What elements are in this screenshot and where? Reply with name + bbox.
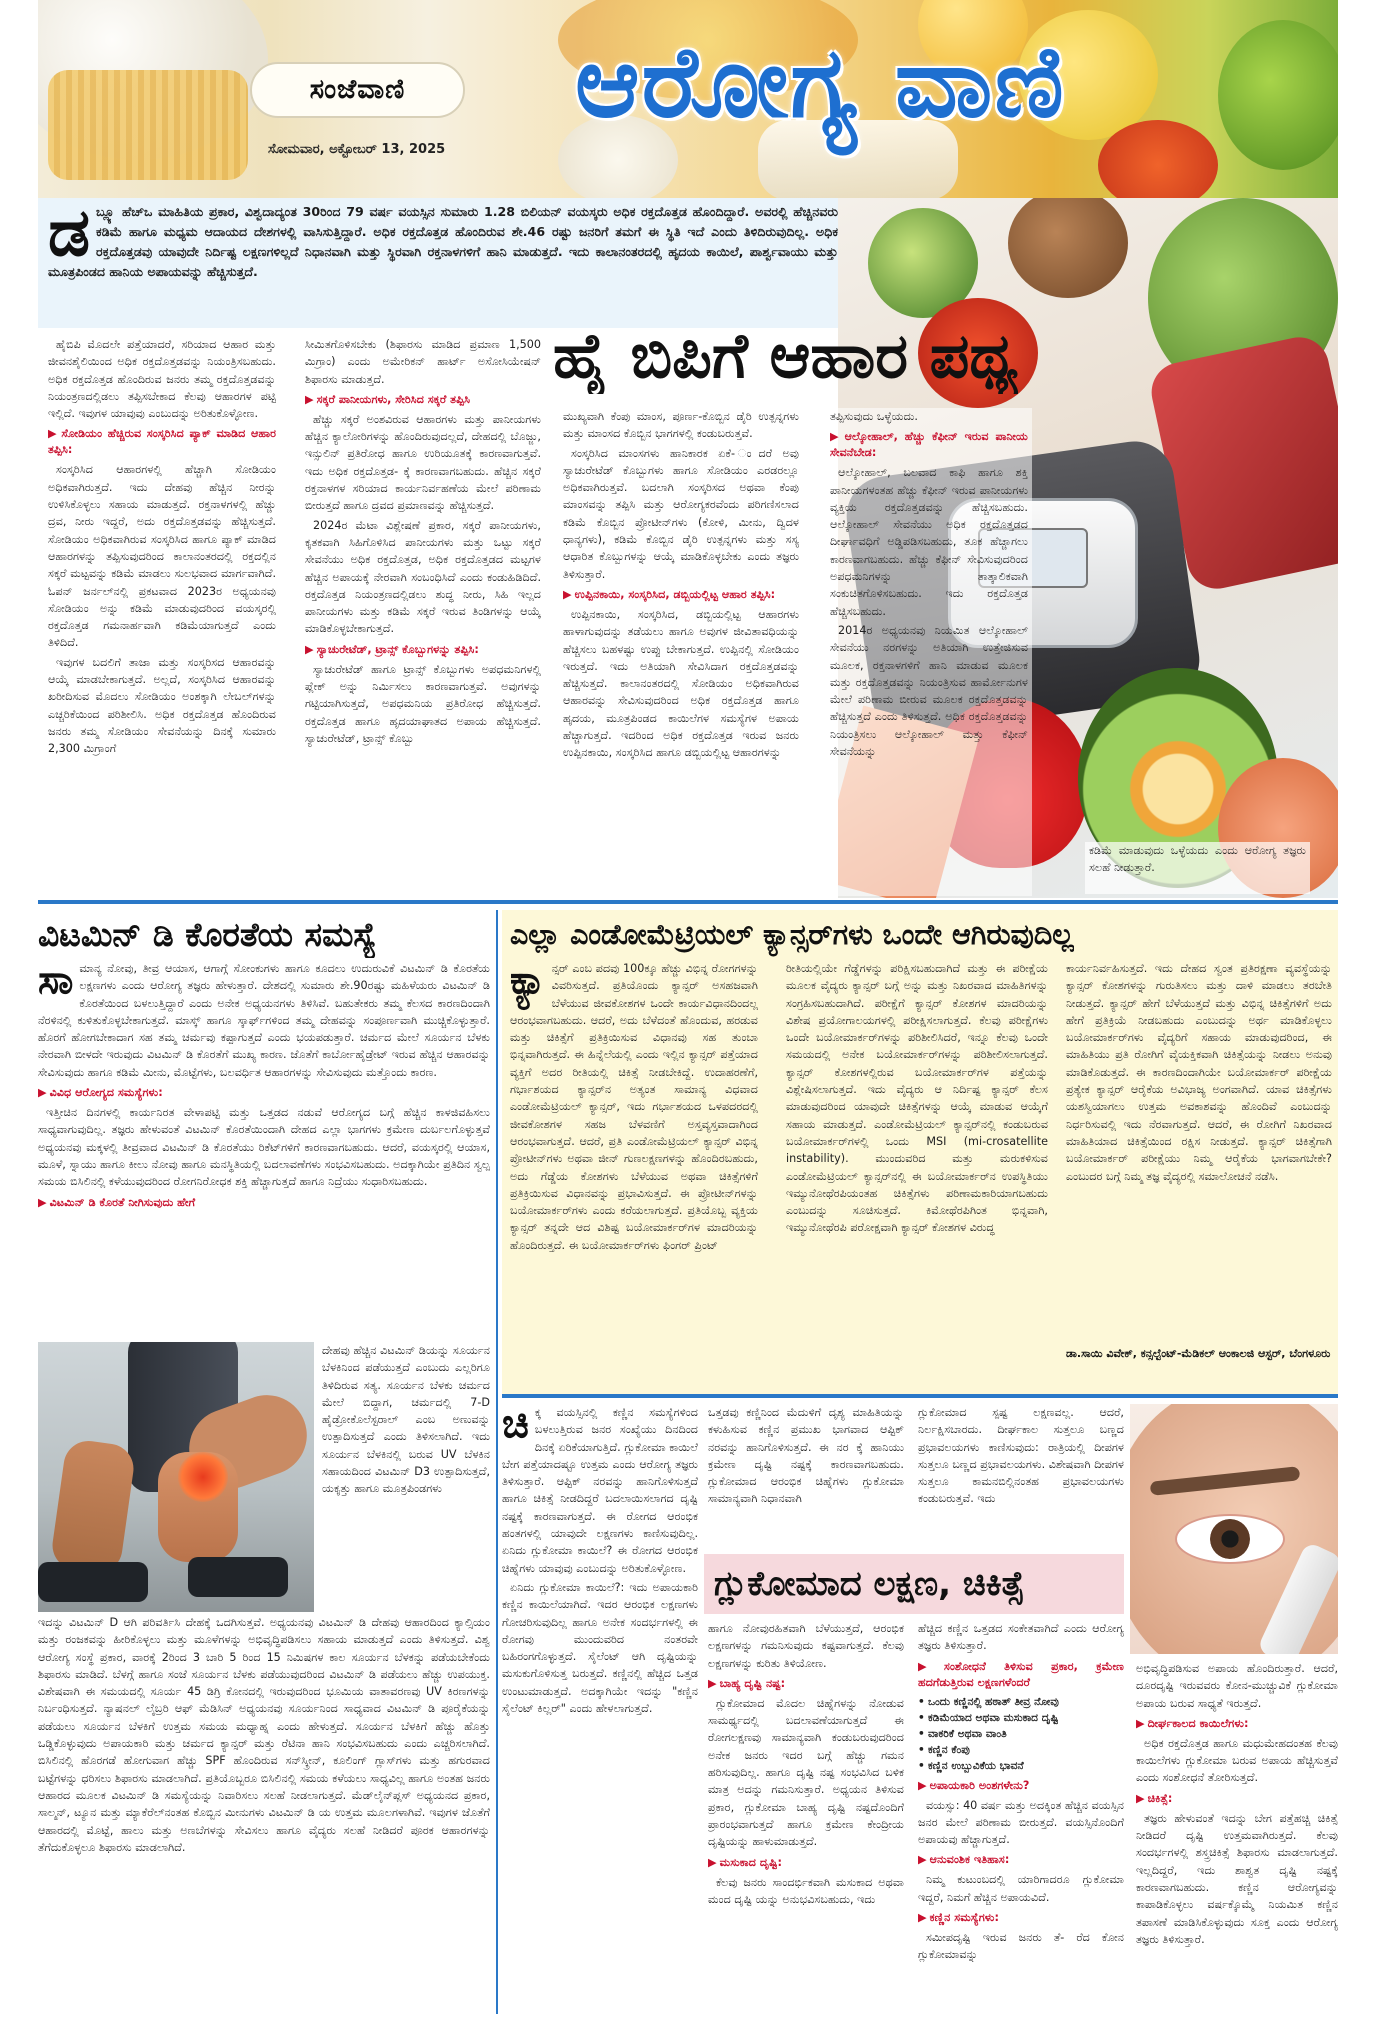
glaucoma-col4a: ಅಭಿವೃದ್ಧಿಪಡಿಸುವ ಅಪಾಯ ಹೊಂದಿರುತ್ತಾರೆ. ಆದರೆ, ದೂರದೃಷ್ಟಿ ಇರುವವರು ಕೋನ-ಮುಚ್ಚುವಿಕೆ ಗ್ಲುಕೋಮಾ ಅಪಾಯ ಬರುವ ಸಾಧ್ಯತೆ ಇರುತ್ತದೆ.	[1136, 1662, 1338, 1710]
lead-col2-p1: ಸೀಮಿತಗೊಳಿಸಬೇಕು (ಶಿಫಾರಸು ಮಾಡಿದ ಪ್ರಮಾಣ 1,500 ಮಿಗ್ರಾಂ) ಎಂದು ಅಮೇರಿಕನ್ ಹಾರ್ಟ್ ಅಸೋಸಿಯೇಷನ್ ಶಿಫಾರಸು ಮಾಡುತ್ತದೆ.	[305, 338, 541, 386]
glaucoma-col2b: ಹಾಗೂ ನೋವುರಹಿತವಾಗಿ ಬೆಳೆಯುತ್ತದೆ, ಆರಂಭಿಕ ಲಕ್ಷಣಗಳನ್ನು ಗಮನಿಸುವುದು ಕಷ್ಟವಾಗುತ್ತದೆ. ಕೆಲವು ಲಕ್ಷಣಗಳನ್ನು ಕುರಿತು ತಿಳಿಯೋಣ.	[708, 1622, 904, 1670]
lead-col1-sub1: ▶ ಸೋಡಿಯಂ ಹೆಚ್ಚಿರುವ ಸಂಸ್ಕರಿಸಿದ ಪ್ಯಾಕ್ ಮಾಡಿದ ಆಹಾರ ತಪ್ಪಿಸಿ:	[48, 427, 276, 457]
glaucoma-symptom-list	[918, 1694, 1124, 1774]
glaucoma-sub-b-text: ಮಸುಕಾದ ದೃಷ್ಟಿ:	[719, 1855, 782, 1869]
lead-col2-sub1-text: ಸಕ್ಕರೆ ಪಾನೀಯಗಳು, ಸೇರಿಸಿದ ಸಕ್ಕರೆ ತಪ್ಪಿಸಿ	[316, 392, 471, 406]
endometrial-headline: ಎಲ್ಲಾ ಎಂಡೋಮೆಟ್ರಿಯಲ್ ಕ್ಯಾನ್ಸರ್‌ಗಳು ಒಂದೇ ಆಗಿರುವುದಿಲ್ಲ	[510, 918, 1075, 951]
lead-col-2	[305, 336, 541, 896]
glaucoma-col2c: ಗ್ಲುಕೋಮಾದ ಮೊದಲ ಚಿಹ್ನೆಗಳನ್ನು ನೋಡುವ ಸಾಮರ್ಥ್ಯದಲ್ಲಿ ಬದಲಾವಣೆಯಾಗುತ್ತದೆ ಈ ರೋಗಲಕ್ಷಣವು ಸಾಮಾನ್ಯವಾಗಿ ಕಂಡುಬರುವುದರಿಂದ ಅನೇಕ ಜನರು ಇದರ ಬಗ್ಗೆ ಹೆಚ್ಚು ಗಮನ ಹರಿಸುವುದಿಲ್ಲ. ಹಾಗೂ ದೃಷ್ಟಿ ನಷ್ಟ ಸಂಭವಿಸಿದ ಬಳಿಕ ಮಾತ್ರ ಅದನ್ನು ಗಮನಿಸುತ್ತಾರೆ. ಅಧ್ಯಯನ ತಿಳಿಸುವ ಪ್ರಕಾರ, ಗ್ಲುಕೋಮಾ ಬಾಹ್ಯ ದೃಷ್ಟಿ ನಷ್ಟದೊಂದಿಗೆ ಪ್ರಾರಂಭವಾಗುತ್ತದೆ ಹಾಗೂ ಕ್ರಮೇಣ ಕೇಂದ್ರೀಯ ದೃಷ್ಟಿಯನ್ನು ಹಾಳುಮಾಡುತ್ತದೆ.	[708, 1696, 904, 1849]
lead-col3-p2: ಸಂಸ್ಕರಿಸಿದ ಮಾಂಸಗಳು ಹಾನಿಕಾರಕ ಏಕೆ- ಂದರೆ ಅವು ಸ್ಯಾಚುರೇಟೆಡ್ ಕೊಬ್ಬುಗಳು ಹಾಗೂ ಸೋಡಿಯಂ ಎರಡರಲ್ಲೂ ಅಧಿಕವಾಗಿರುತ್ತವೆ. ಬದಲಾಗಿ ಸಂಸ್ಕರಿಸದ ಅಥವಾ ಕೆಂಪು ಮಾಂಸವನ್ನು ತಪ್ಪಿಸಿ ಮತ್ತು ಆರೋಗ್ಯಕರವೆಂದು ಪರಿಗಣಿಸಲಾದ ಕಡಿಮೆ ಕೊಬ್ಬಿನ ಪ್ರೋಟೀನ್‌ಗಳು (ಕೋಳಿ, ಮೀನು, ದ್ವಿದಳ ಧಾನ್ಯಗಳು), ಕಡಿಮೆ ಕೊಬ್ಬಿನ ಡೈರಿ ಉತ್ಪನ್ನಗಳು ಮತ್ತು ಸಸ್ಯ ಆಧಾರಿತ ಕೊಬ್ಬುಗಳನ್ನು ಆಯ್ಕೆ ಮಾಡಿಕೊಳ್ಳಬೇಕು ಎಂದು ತಜ್ಞರು ತಿಳಿಸುತ್ತಾರೆ.	[563, 446, 799, 581]
lead-col4-sub1: ▶ ಆಲ್ಕೋಹಾಲ್, ಹೆಚ್ಚು ಕೆಫೀನ್ ಇರುವ ಪಾನೀಯ ಸೇವನೆಬೇಡ:	[830, 430, 1028, 460]
list-item: • ವಾಕರಿಕೆ ಅಥವಾ ವಾಂತಿ	[918, 1726, 1124, 1742]
glaucoma-col-2	[708, 1620, 904, 2014]
lead-headline: ಹೈ ಬಿಪಿಗೆ ಆಹಾರ ಪಥ್ಯ	[553, 319, 1018, 392]
glaucoma-col4c: ತಜ್ಞರು ಹೇಳುವಂತೆ ಇದನ್ನು ಬೇಗ ಪತ್ತೆಹಚ್ಚಿ ಚಿಕಿತ್ಸೆ ನೀಡಿದರೆ ದೃಷ್ಟಿ ಉತ್ತಮವಾಗಿರುತ್ತದೆ. ಕೆಲವು ಸಂದರ್ಭಗಳಲ್ಲಿ ಶಸ್ತ್ರಚಿಕಿತ್ಸೆ ಶಿಫಾರಸು ಮಾಡಲಾಗುತ್ತದೆ. ಇಲ್ಲದಿದ್ದರೆ, ಇದು ಶಾಶ್ವತ ದೃಷ್ಟಿ ನಷ್ಟಕ್ಕೆ ಕಾರಣವಾಗಬಹುದು. ಕಣ್ಣಿನ ಆರೋಗ್ಯವನ್ನು ಕಾಪಾಡಿಕೊಳ್ಳಲು ವರ್ಷಕ್ಕೊಮ್ಮೆ ನಿಯಮಿತ ಕಣ್ಣಿನ ತಪಾಸಣೆ ಮಾಡಿಸಿಕೊಳ್ಳುವುದು ಸೂಕ್ತ ಎಂದು ಆರೋಗ್ಯ ತಜ್ಞರು ತಿಳಿಸುತ್ತಾರೆ.	[1136, 1811, 1338, 1946]
lead-col-1	[48, 336, 276, 896]
vitamin-d-dropcap: ಸಾ	[38, 960, 74, 1003]
glaucoma-sub-b: ▶ ಮಸುಕಾದ ದೃಷ್ಟಿ:	[708, 1855, 782, 1869]
lead-col3-p1: ಮುಖ್ಯವಾಗಿ ಕೆಂಪು ಮಾಂಸ, ಪೂರ್ಣ-ಕೊಬ್ಬಿನ ಡೈರಿ ಉತ್ಪನ್ನಗಳು ಮತ್ತು ಮಾಂಸದ ಕೊಬ್ಬಿನ ಭಾಗಗಳಲ್ಲಿ ಕಂಡುಬರುತ್ತವೆ.	[563, 410, 799, 441]
endometrial-bottom-rule	[502, 1394, 1338, 1398]
lead-col2-p4: ಸ್ಯಾಚುರೇಟೆಡ್ ಹಾಗೂ ಟ್ರಾನ್ಸ್ ಕೊಬ್ಬುಗಳು ಅಪಧಮನಿಗಳಲ್ಲಿ ಪ್ಲೇಕ್ ಅನ್ನು ನಿರ್ಮಿಸಲು ಕಾರಣವಾಗುತ್ತವೆ. ಅವುಗಳನ್ನು ಗಟ್ಟಿಯಾಗಿಸುತ್ತದೆ, ಅಪಧಮನಿಯ ಪ್ರತಿರೋಧ ಹೆಚ್ಚಿಸುತ್ತದೆ. ರಕ್ತದೊತ್ತಡ ಹಾಗೂ ಹೃದಯಾಘಾತದ ಅಪಾಯ ಹೆಚ್ಚಿಸುತ್ತದೆ. ಸ್ಯಾಚುರೇಟೆಡ್, ಟ್ರಾನ್ಸ್ ಕೊಬ್ಬು	[305, 662, 541, 745]
vitamin-d-sub1: ▶ ವಿವಿಧ ಆರೋಗ್ಯದ ಸಮಸ್ಯೆಗಳು:	[38, 1086, 163, 1100]
lead-col4-p1: ತಪ್ಪಿಸುವುದು ಒಳ್ಳೆಯದು.	[830, 410, 918, 423]
glaucoma-sub-e-text: ಆನುವಂಶಿಕ ಇತಿಹಾಸ:	[929, 1853, 1010, 1867]
eye-drop-photo	[1130, 1404, 1338, 1654]
glaucoma-col3-top: ಗ್ಲುಕೋಮಾದ ಸ್ಪಷ್ಟ ಲಕ್ಷಣವಲ್ಲ. ಆದರೆ, ನಿರ್ಲಕ್ಷಿಸಬಾರದು. ದೀರ್ಘಕಾಲ ಸುತ್ತಲೂ ಬಣ್ಣದ ಪ್ರಭಾವಲಯಗಳು ಕಾಣಿಸುವುದು: ರಾತ್ರಿಯಲ್ಲಿ ದೀಪಗಳ ಸುತ್ತಲೂ ಬಣ್ಣದ ಪ್ರಭಾವಲಯಗಳು. ವಿಶೇಷವಾಗಿ ದೀಪಗಳ ಸುತ್ತಲೂ ಕಾಮನಬಿಲ್ಲಿನಂತಹ ಪ್ರಭಾವಲಯಗಳು ಕಂಡುಬರುತ್ತವೆ. ಇದು	[918, 1406, 1124, 1506]
lead-col2-sub2-text: ಸ್ಯಾಚುರೇಟೆಡ್, ಟ್ರಾನ್ಸ್ ಕೊಬ್ಬುಗಳನ್ನು ತಪ್ಪಿಸಿ:	[316, 642, 479, 656]
vitamin-d-sub1-text: ವಿವಿಧ ಆರೋಗ್ಯದ ಸಮಸ್ಯೆಗಳು:	[49, 1086, 163, 1100]
glaucoma-col1a: ಕ್ಕ ವಯಸ್ಸಿನಲ್ಲಿ ಕಣ್ಣಿನ ಸಮಸ್ಯೆಗಳಿಂದ ಬಳಲುತ್ತಿರುವ ಜನರ ಸಂಖ್ಯೆಯು ದಿನದಿಂದ ದಿನಕ್ಕೆ ಏರಿಕೆಯಾಗುತ್ತಿದೆ. ಗ್ಲುಕೋಮಾ ಕಾಯಿಲೆ ಬೇಗ ಪತ್ತೆಯಾದಷ್ಟೂ ಉತ್ತಮ ಎಂದು ಆರೋಗ್ಯ ತಜ್ಞರು ತಿಳಿಸುತ್ತಾರೆ. ಆಪ್ಟಿಕ್ ನರವನ್ನು ಹಾನಿಗೊಳಿಸುತ್ತದೆ ಹಾಗೂ ಚಿಕಿತ್ಸೆ ನೀಡದಿದ್ದರೆ ಬದಲಾಯಿಸಲಾಗದ ದೃಷ್ಟಿ ನಷ್ಟಕ್ಕೆ ಕಾರಣವಾಗುತ್ತದೆ. ಈ ರೋಗದ ಆರಂಭಿಕ ಹಂತಗಳಲ್ಲಿ ಯಾವುದೇ ಲಕ್ಷಣಗಳು ಕಾಣಿಸುವುದಿಲ್ಲ. ಏನಿದು ಗ್ಲುಕೋಮಾ ಕಾಯಿಲೆ? ಈ ರೋಗದ ಆರಂಭಿಕ ಚಿಹ್ನೆಗಳು ಯಾವುವು ಎಂಬುದನ್ನು ಅರಿತುಕೊಳ್ಳೋಣ.	[502, 1406, 698, 1575]
glaucoma-sub-d-text: ಅಪಾಯಕಾರಿ ಅಂಶಗಳೇನು?	[929, 1778, 1030, 1792]
lead-col2-p3: 2024ರ ಮೆಟಾ ವಿಶ್ಲೇಷಣೆ ಪ್ರಕಾರ, ಸಕ್ಕರೆ ಪಾನೀಯಗಳು, ಕೃತಕವಾಗಿ ಸಿಹಿಗೊಳಿಸಿದ ಪಾನೀಯಗಳು ಮತ್ತು ಒಟ್ಟು ಸಕ್ಕರೆ ಸೇವನೆಯು ಅಧಿಕ ರಕ್ತದೊತ್ತಡ, ಅಧಿಕ ರಕ್ತದೊತ್ತಡದ ಮಟ್ಟಗಳ ಹೆಚ್ಚಿನ ಅಪಾಯಕ್ಕೆ ನೇರವಾಗಿ ಸಂಬಂಧಿಸಿದೆ ಎಂದು ಕಂಡುಹಿಡಿದಿದೆ. ರಕ್ತದೊತ್ತಡ ನಿಯಂತ್ರಣದಲ್ಲಿಡಲು ಶುದ್ಧ ನೀರು, ಸಿಹಿ ಇಲ್ಲದ ಪಾನೀಯಗಳು ಮತ್ತು ಕಡಿಮೆ ಸಕ್ಕರೆ ಇರುವ ತಿಂಡಿಗಳನ್ನು ಆಯ್ಕೆ ಮಾಡಿಕೊಳ್ಳಬೇಕಾಗುತ್ತದೆ.	[305, 518, 541, 636]
lead-col1-p1: ಹೈಬಿಪಿ ಮೊದಲೇ ಪತ್ತೆಯಾದರೆ, ಸರಿಯಾದ ಆಹಾರ ಮತ್ತು ಜೀವನಶೈಲಿಯಿಂದ ಅಧಿಕ ರಕ್ತದೊತ್ತಡವನ್ನು ನಿಯಂತ್ರಿಸಬಹುದು. ಅಧಿಕ ರಕ್ತದೊತ್ತಡ ಹೊಂದಿರುವ ಜನರು ತಮ್ಮ ರಕ್ತದೊತ್ತಡವನ್ನು ನಿಯಂತ್ರಣದಲ್ಲಿಡಲು ತಪ್ಪಿಸಬೇಕಾದ ಕೆಲವು ಆಹಾರಗಳ ಪಟ್ಟಿ ಇಲ್ಲಿದೆ. ಇವುಗಳ ಯಾವುವು ಎಂಬುದನ್ನು ಅರಿತುಕೊಳ್ಳೋಣ.	[48, 338, 276, 421]
lead-col1-p2: ಸಂಸ್ಕರಿಸಿದ ಆಹಾರಗಳಲ್ಲಿ ಹೆಚ್ಚಾಗಿ ಸೋಡಿಯಂ ಅಧಿಕವಾಗಿರುತ್ತದೆ. ಇದು ದೇಹವು ಹೆಚ್ಚಿನ ನೀರನ್ನು ಉಳಿಸಿಕೊಳ್ಳಲು ಸಹಾಯ ಮಾಡುತ್ತದೆ. ರಕ್ತನಾಳಗಳಲ್ಲಿ ಹೆಚ್ಚು ದ್ರವ, ನೀರು ಇದ್ದರೆ, ಅದು ರಕ್ತದೊತ್ತಡವನ್ನು ಹೆಚ್ಚಿಸುತ್ತದೆ. ಸೋಡಿಯಂ ಅಧಿಕವಾಗಿರುವ ಸಂಸ್ಕರಿಸಿದ ಹಾಗೂ ಪ್ಯಾಕ್ ಮಾಡಿದ ಆಹಾರಗಳನ್ನು ತಪ್ಪಿಸುವುದರಿಂದ ಕಾಲಾನಂತರದಲ್ಲಿ ರಕ್ತದಲ್ಲಿನ ಸಕ್ಕರೆ ಮಟ್ಟವನ್ನು ಕಡಿಮೆ ಮಾಡಲು ಸುಲಭವಾದ ಮಾರ್ಗವಾಗಿದೆ. ಓಪನ್ ಜರ್ನಲ್‌ನಲ್ಲಿ ಪ್ರಕಟವಾದ 2023ರ ಅಧ್ಯಯನವು ಸೋಡಿಯಂ ಅನ್ನು ಕಡಿಮೆ ಮಾಡುವುದರಿಂದ ವಯಸ್ಕರಲ್ಲಿ ರಕ್ತದೊತ್ತಡ ಗಮನಾರ್ಹವಾಗಿ ಕಡಿಮೆಯಾಗುತ್ತದೆ ಎಂದು ತಿಳಿದಿದೆ.	[48, 463, 276, 650]
glaucoma-col2-top: ಒತ್ತಡವು ಕಣ್ಣಿನಿಂದ ಮೆದುಳಿಗೆ ದೃಶ್ಯ ಮಾಹಿತಿಯನ್ನು ಕಳುಹಿಸುವ ಕಣ್ಣಿನ ಪ್ರಮುಖ ಭಾಗವಾದ ಆಪ್ಟಿಕ್ ನರವನ್ನು ಹಾನಿಗೊಳಿಸುತ್ತದೆ. ಈ ನರ ಕ್ಕೆ ಹಾನಿಯು ಕ್ರಮೇಣ ದೃಷ್ಟಿ ನಷ್ಟಕ್ಕೆ ಕಾರಣವಾಗಬಹುದು. ಗ್ಲುಕೋಮಾದ ಆರಂಭಿಕ ಚಿಹ್ನೆಗಳು ಗ್ಲುಕೋಮಾ ಸಾಮಾನ್ಯವಾಗಿ ನಿಧಾನವಾಗಿ	[708, 1406, 904, 1506]
lead-col2-p2: ಹೆಚ್ಚು ಸಕ್ಕರೆ ಅಂಶವಿರುವ ಆಹಾರಗಳು ಮತ್ತು ಪಾನೀಯಗಳು ಹೆಚ್ಚಿನ ಕ್ಯಾಲೋರಿಗಳನ್ನು ಹೊಂದಿರುವುದಲ್ಲದೆ, ದೇಹದಲ್ಲಿ ಬೊಜ್ಜು, ಇನ್ಸುಲಿನ್ ಪ್ರತಿರೋಧ ಹಾಗೂ ಉರಿಯೂತಕ್ಕೆ ಕಾರಣವಾಗುತ್ತವೆ. ಇದು ಅಧಿಕ ರಕ್ತದೊತ್ತಡ- ಕ್ಕೆ ಕಾರಣವಾಗಬಹುದು. ಹೆಚ್ಚಿನ ಸಕ್ಕರೆ ರಕ್ತನಾಳಗಳ ಸರಿಯಾದ ಕಾರ್ಯನಿರ್ವಹಣೆಯ ಮೇಲೆ ಪರಿಣಾಮ ಬೀರುತ್ತದೆ ಹಾಗೂ ದ್ರವದ ಪ್ರಮಾಣವನ್ನು ಹೆಚ್ಚಿಸುತ್ತದೆ.	[305, 412, 541, 513]
endometrial-col1-text: ನ್ಸರ್ ಎಂಬ ಪದವು 100ಕ್ಕೂ ಹೆಚ್ಚು ವಿಭಿನ್ನ ರೋಗಗಳನ್ನು ವಿವರಿಸುತ್ತದೆ. ಪ್ರತಿಯೊಂದು ಕ್ಯಾನ್ಸರ್ ಅಸಹಜವಾಗಿ ಬೆಳೆಯುವ ಜೀವಕೋಶಗಳ ಒಂದೇ ಕಾರ್ಯವಿಧಾನದಿಂದಲ್ಲ ಆರಂಭವಾಗಬಹುದು. ಆದರೆ, ಅದು ಬೆಳೆದಂತೆ ಹೊಂದುವ, ಹರಡುವ ಮತ್ತು ಚಿಕಿತ್ಸೆಗೆ ಪ್ರತಿಕ್ರಿಯಿಸುವ ವಿಧಾನವು ಸಹ ತುಂಬಾ ಭಿನ್ನವಾಗಿರುತ್ತದೆ. ಈ ಹಿನ್ನೆಲೆಯಲ್ಲಿ ಎಂದು ಇಲ್ಲಿನ ಕ್ಯಾನ್ಸರ್ ಪತ್ತೆಯಾದ ವ್ಯಕ್ತಿಗೆ ಅದರ ರೀತಿಯಲ್ಲಿ ಚಿಕಿತ್ಸೆ ನೀಡಬೇಕಿದ್ದೆ. ಉದಾಹರಣೆಗೆ, ಗರ್ಭಾಶಯದ ಕ್ಯಾನ್ಸರ್‌ನ ಅತ್ಯಂತ ಸಾಮಾನ್ಯ ವಿಧವಾದ ಎಂಡೋಮೆಟ್ರಿಯಲ್ ಕ್ಯಾನ್ಸರ್, ಇದು ಗರ್ಭಾಶಯದ ಒಳಪದರದಲ್ಲಿ ಜೀವಕೋಶಗಳ ಸಹಜ ಬೆಳವಣಿಗೆ ಅಸ್ತವ್ಯಸ್ತವಾದಾಗಿಂದ ಆರಂಭವಾಗುತ್ತದೆ. ಆದರೆ, ಪ್ರತಿ ಎಂಡೋಮೆಟ್ರಿಯಲ್ ಕ್ಯಾನ್ಸರ್ ವಿಭಿನ್ನ ಪ್ರೋಟೀನ್‌ಗಳು ಅಥವಾ ಜೀನ್ ಗುಣಲಕ್ಷಣಗಳನ್ನು ಹೊಂದಿರಬಹುದು, ಅದು ಗೆಡ್ಡೆಯ ಕೋಶಗಳು ಬೆಳೆಯುವ ಅಥವಾ ಚಿಕಿತ್ಸೆಗಳಿಗೆ ಪ್ರತಿಕ್ರಿಯಿಸುವ ವಿಧಾನವನ್ನು ಪ್ರಭಾವಿಸುತ್ತದೆ. ಈ ಪ್ರೋಟೀನ್‌ಗಳನ್ನು ಬಯೋಮಾರ್ಕರ್‌ಗಳು ಎಂದು ಕರೆಯಲಾಗುತ್ತದೆ. ಪ್ರತಿಯೊಬ್ಬ ವ್ಯಕ್ತಿಯ ಕ್ಯಾನ್ಸರ್ ತನ್ನದೇ ಆದ ವಿಶಿಷ್ಟ ಬಯೋಮಾರ್ಕರ್‌ಗಳ ಮಾದರಿಯನ್ನು ಹೊಂದಿರುತ್ತದೆ. ಈ ಬಯೋಮಾರ್ಕರ್‌ಗಳು ಫಿಂಗರ್ ಪ್ರಿಂಟ್	[510, 962, 758, 1252]
endometrial-dropcap: ಕ್ಯಾ	[510, 960, 546, 1002]
vitamin-d-side-text: ದೇಹವು ಹೆಚ್ಚಿನ ವಿಟಮಿನ್ ಡಿಯನ್ನು ಸೂರ್ಯನ ಬೆಳಕಿನಿಂದ ಪಡೆಯುತ್ತದೆ ಎಂಬುದು ಎಲ್ಲರಿಗೂ ತಿಳಿದಿರುವ ಸತ್ಯ. ಸೂರ್ಯನ ಬೆಳಕು ಚರ್ಮದ ಮೇಲೆ ಬಿದ್ದಾಗ, ಚರ್ಮದಲ್ಲಿ 7-D ಹೈಡ್ರೋಕೊಲೆಸ್ಟರಾಲ್ ಎಂಬ ಅಣುವನ್ನು ಉತ್ಪಾದಿಸುತ್ತದೆ ಎಂದು ತಿಳಿಸಲಾಗಿದೆ. ಇದು ಸೂರ್ಯನ ಬೆಳಕಿನಲ್ಲಿ ಬರುವ UV ಬೆಳಕಿನ ಸಹಾಯದಿಂದ ವಿಟಮಿನ್ D3 ಉತ್ಪಾದಿಸುತ್ತದೆ, ಯಕೃತ್ತು ಹಾಗೂ ಮೂತ್ರಪಿಂಡಗಳು	[322, 1344, 490, 1496]
list-item: • ಕಣ್ಣಿನ ಕೆಂಪು	[918, 1742, 1124, 1758]
glaucoma-sub-g: ▶ ದೀರ್ಘಕಾಲದ ಕಾಯಿಲೆಗಳು:	[1136, 1716, 1249, 1730]
glaucoma-sub-d: ▶ ಅಪಾಯಕಾರಿ ಅಂಶಗಳೇನು?	[918, 1778, 1030, 1792]
glaucoma-sub-c: ▶ ಸಂಶೋಧನೆ ತಿಳಿಸುವ ಪ್ರಕಾರ, ಕ್ರಮೇಣ ಹದಗೆಡುತ್ತಿರುವ ಲಕ್ಷಣಗಳೆಂದರೆ	[918, 1659, 1124, 1689]
glaucoma-headline: ಗ್ಲುಕೋಮಾದ ಲಕ್ಷಣ, ಚಿಕಿತ್ಸೆ	[714, 1564, 1025, 1604]
vitamin-d-p2: ಇತ್ತೀಚಿನ ದಿನಗಳಲ್ಲಿ ಕಾರ್ಯನಿರತ ವೇಳಾಪಟ್ಟಿ ಮತ್ತು ಒತ್ತಡದ ನಡುವೆ ಆರೋಗ್ಯದ ಬಗ್ಗೆ ಹೆಚ್ಚಿನ ಕಾಳಜಿವಹಿಸಲು ಸಾಧ್ಯವಾಗುವುದಿಲ್ಲ. ತಜ್ಞರು ಹೇಳುವಂತೆ ವಿಟಮಿನ್ ಕೊರತೆಯಿಂದಾಗಿ ದೇಹದ ಎಲ್ಲಾ ಭಾಗಗಳು ಕ್ರಮೇಣ ದುರ್ಬಲಗೊಳ್ಳುತ್ತವೆ ಅಧ್ಯಯನವು ಮಕ್ಕಳಲ್ಲಿ ತೀವ್ರವಾದ ವಿಟಮಿನ್ ಡಿ ಕೊರತೆಯು ರಿಕೆಟ್‌ಗಳಿಗೆ ಕಾರಣವಾಗಬಹುದು. ಆದರೆ, ವಯಸ್ಕರಲ್ಲಿ ಆಯಾಸ, ಮೂಳೆ, ಸ್ನಾಯು ಹಾಗೂ ಕೀಲು ನೋವು ಹಾಗೂ ಮನಸ್ಥಿತಿಯಲ್ಲಿ ಬದಲಾವಣೆಗಳು ಸಂಭವಿಸಬಹುದು. ಅದಕ್ಕಾಗಿಯೇ ಪ್ರತಿದಿನ ಸ್ವಲ್ಪ ಸಮಯ ಬಿಸಿಲಿನಲ್ಲಿ ಕಳೆಯುವುದರಿಂದ ರೋಗನಿರೋಧಕ ಶಕ್ತಿ ಹೆಚ್ಚಾಗುತ್ತದೆ ಹಾಗೂ ನಿದ್ರೆಯು ಸುಧಾರಿಸಬಹುದು.	[38, 1106, 490, 1189]
section-title: ಆರೋಗ್ಯ ವಾಣಿ	[575, 26, 1066, 140]
lead-col2-sub2: ▶ ಸ್ಯಾಚುರೇಟೆಡ್, ಟ್ರಾನ್ಸ್ ಕೊಬ್ಬುಗಳನ್ನು ತಪ್ಪಿಸಿ:	[305, 642, 479, 656]
lead-col3-p3: ಉಪ್ಪಿನಕಾಯಿ, ಸಂಸ್ಕರಿಸಿದ, ಡಬ್ಬಿಯಲ್ಲಿಟ್ಟ ಆಹಾರಗಳು ಹಾಳಾಗುವುದನ್ನು ತಡೆಯಲು ಹಾಗೂ ಅವುಗಳ ಜೀವಿತಾವಧಿಯನ್ನು ಹೆಚ್ಚಿಸಲು ಬಹಳಷ್ಟು ಉಪ್ಪು ಬೇಕಾಗುತ್ತದೆ. ಉಪ್ಪಿನಲ್ಲಿ ಸೋಡಿಯಂ ಇರುತ್ತದೆ. ಇದು ಅತಿಯಾಗಿ ಸೇವಿಸಿದಾಗ ರಕ್ತದೊತ್ತಡವನ್ನು ಹೆಚ್ಚಿಸುತ್ತದೆ. ಕಾಲಾನಂತರದಲ್ಲಿ ಸೋಡಿಯಂ ಅಧಿಕವಾಗಿರುವ ಆಹಾರವನ್ನು ಸೇವಿಸುವುದರಿಂದ ಅಧಿಕ ರಕ್ತದೊತ್ತಡ ಹಾಗೂ ಹೃದಯ, ಮೂತ್ರಪಿಂಡದ ಕಾಯಿಲೆಗಳ ಸಮಸ್ಯೆಗಳ ಅಪಾಯ ಹೆಚ್ಚಾಗುತ್ತದೆ. ಇದರಿಂದ ಅಧಿಕ ರಕ್ತದೊತ್ತಡ ಇರುವ ಜನರು ಉಪ್ಪಿನಕಾಯಿ, ಸಂಸ್ಕರಿಸಿದ ಹಾಗೂ ಡಬ್ಬಿಯಲ್ಲಿಟ್ಟ ಆಹಾರಗಳನ್ನು	[563, 607, 799, 760]
glaucoma-col-3	[918, 1620, 1124, 2014]
lead-dropcap: ಡ	[48, 202, 91, 271]
glaucoma-col3d: ನಿಮ್ಮ ಕುಟುಂಬದಲ್ಲಿ ಯಾರಿಗಾದರೂ ಗ್ಲುಕೋಮಾ ಇದ್ದರೆ, ನಿಮಗೆ ಹೆಚ್ಚಿನ ಅಪಾಯವಿದೆ.	[918, 1873, 1124, 1904]
glaucoma-sub-f-text: ಕಣ್ಣಿನ ಸಮಸ್ಯೆಗಳು:	[929, 1911, 999, 1925]
lead-intro-text: ಬ್ಲ್ಯೂ ಹೆಚ್‌ಒ ಮಾಹಿತಿಯ ಪ್ರಕಾರ, ವಿಶ್ವದಾದ್ಯಂತ 30ರಿಂದ 79 ವರ್ಷ ವಯಸ್ಸಿನ ಸುಮಾರು 1.28 ಬಿಲಿಯನ್ ವಯಸ್ಕರು ಅಧಿಕ ರಕ್ತದೊತ್ತಡ ಹೊಂದಿದ್ದಾರೆ. ಅವರಲ್ಲಿ ಹೆಚ್ಚಿನವರು ಕಡಿಮೆ ಹಾಗೂ ಮಧ್ಯಮ ಆದಾಯದ ದೇಶಗಳಲ್ಲಿ ವಾಸಿಸುತ್ತಿದ್ದಾರೆ. ಅಧಿಕ ರಕ್ತದೊತ್ತಡ ಹೊಂದಿರುವ ಶೇ.46 ರಷ್ಟು ಜನರಿಗೆ ತಮಗೆ ಈ ಸ್ಥಿತಿ ಇದೆ ಎಂದು ತಿಳಿದಿರುವುದಿಲ್ಲ. ಅಧಿಕ ರಕ್ತದೊತ್ತಡವು ಯಾವುದೇ ನಿರ್ದಿಷ್ಟ ಲಕ್ಷಣಗಳಿಲ್ಲದೆ ನಿಧಾನವಾಗಿ ಮತ್ತು ಸ್ಥಿರವಾಗಿ ರಕ್ತನಾಳಗಳಿಗೆ ಹಾನಿ ಮಾಡುತ್ತದೆ. ಇದು ಕಾಲಾನಂತರದಲ್ಲಿ ಹೃದಯ ಕಾಯಿಲೆ, ಪಾರ್ಶ್ವವಾಯು ಮತ್ತು ಮೂತ್ರಪಿಂಡದ ಹಾನಿಯ ಅಪಾಯವನ್ನು ಹೆಚ್ಚಿಸುತ್ತದೆ.	[48, 204, 838, 279]
lead-col-4-tail: ಕಡಿಮೆ ಮಾಡುವುದು ಒಳ್ಳೆಯದು ಎಂದು ಆರೋಗ್ಯ ತಜ್ಞರು ಸಲಹೆ ನೀಡುತ್ತಾರೆ.	[1085, 842, 1310, 894]
brand-name: ಸಂಜೆವಾಣಿ	[309, 74, 406, 105]
glaucoma-sub-h-text: ಚಿಕಿತ್ಸೆ:	[1147, 1791, 1173, 1805]
glaucoma-col4b: ಅಧಿಕ ರಕ್ತದೊತ್ತಡ ಹಾಗೂ ಮಧುಮೇಹದಂತಹ ಕೆಲವು ಕಾಯಿಲೆಗಳು ಗ್ಲುಕೋಮಾ ಬರುವ ಅಪಾಯ ಹೆಚ್ಚಿಸುತ್ತವೆ ಎಂದು ಸಂಶೋಧನೆ ತೋರಿಸುತ್ತದೆ.	[1136, 1736, 1338, 1785]
lead-col-3	[563, 408, 799, 896]
glaucoma-dropcap: ಚಿ	[502, 1404, 529, 1447]
lead-col4-sub1-text: ಆಲ್ಕೋಹಾಲ್, ಹೆಚ್ಚು ಕೆಫೀನ್ ಇರುವ ಪಾನೀಯ ಸೇವನೆಬೇಡ:	[830, 430, 1028, 460]
vitamin-d-headline: ವಿಟಮಿನ್ ಡಿ ಕೊರತೆಯ ಸಮಸ್ಯೆ	[38, 915, 377, 954]
lead-col1-p3: ಇವುಗಳ ಬದಲಿಗೆ ತಾಜಾ ಮತ್ತು ಸಂಸ್ಕರಿಸದ ಆಹಾರವನ್ನು ಆಯ್ಕೆ ಮಾಡಬೇಕಾಗುತ್ತದೆ. ಅಲ್ಲದೆ, ಸಂಸ್ಕರಿಸಿದ ಆಹಾರವನ್ನು ಖರೀದಿಸುವ ಮೊದಲು ಸೋಡಿಯಂ ಅಂಶಕ್ಕಾಗಿ ಲೇಬಲ್‌ಗಳನ್ನು ಎಚ್ಚರಿಕೆಯಿಂದ ಪರಿಶೀಲಿಸಿ. ಅಧಿಕ ರಕ್ತದೊತ್ತಡ ಹೊಂದಿರುವ ಜನರು ತಮ್ಮ ಸೋಡಿಯಂ ಸೇವನೆಯನ್ನು ದಿನಕ್ಕೆ ಸುಮಾರು 2,300 ಮಿಗ್ರಾಂಗೆ	[48, 655, 276, 756]
vitamin-d-sub2: ▶ ವಿಟಮಿನ್ ಡಿ ಕೊರತೆ ನೀಗಿಸುವುದು ಹೇಗೆ	[38, 1195, 196, 1209]
endometrial-col-2: ರೀತಿಯಲ್ಲಿಯೇ ಗೆಡ್ಡೆಗಳನ್ನು ಪರಿಕ್ಷಿಸಬಹುದಾಗಿದೆ ಮತ್ತು ಈ ಪರೀಕ್ಷೆಯ ಮೂಲಕ ವೈದ್ಯರು ಕ್ಯಾನ್ಸರ್ ಬಗ್ಗೆ ಅನ್ನು ಮತ್ತು ನಿಖರವಾದ ಮಾಹಿತಿಗಳನ್ನು ಸಂಗ್ರಹಿಸಬಹುದಾಗಿದೆ. ಪರೀಕ್ಷೆಗೆ ಕ್ಯಾನ್ಸರ್ ಕೋಶಗಳ ಮಾದರಿಯನ್ನು ವಿಶೇಷ ಪ್ರಯೋಗಾಲಯಗಳಲ್ಲಿ ಪರೀಕ್ಷಿಸಲಾಗುತ್ತದೆ. ಕೆಲವು ಪರೀಕ್ಷೆಗಳು ಒಂದೇ ಬಯೋಮಾರ್ಕರ್‌ಗಳನ್ನು ಪರಿಶೀಲಿಸಿದರೆ, ಇನ್ನೂ ಕೆಲವು ಒಂದೇ ಸಮಯದಲ್ಲಿ ಅನೇಕ ಬಯೋಮಾರ್ಕರ್‌ಗಳನ್ನು ಪರಿಶೀಲಿಸಲಾಗುತ್ತದೆ. ಕ್ಯಾನ್ಸರ್ ಕೋಶಗಳಲ್ಲಿರುವ ಬಯೋಮಾರ್ಕರ್‌ಗಳ ಪತ್ತೆಯನ್ನು ವಿಶ್ಲೇಷಿಸಲಾಗುತ್ತದೆ. ಇದು ವೈದ್ಯರು ಆ ನಿರ್ದಿಷ್ಟ ಕ್ಯಾನ್ಸರ್ ಕೆಲಸ ಮಾಡುವುದರಿಂದ ಯಾವುದೇ ಚಿಕಿತ್ಸೆಗಳನ್ನು ಆಯ್ಕೆ ಮಾಡುವ ಆಯ್ಕೆಗೆ ಸಹಾಯ ಮಾಡುತ್ತದೆ. ಎಂಡೋಮೆಟ್ರಿಯಲ್ ಕ್ಯಾನ್ಸರ್‌ನಲ್ಲಿ ಕಂಡುಬರುವ ಬಯೋಮಾರ್ಕರ್‌ಗಳಲ್ಲಿ ಒಂದು MSI (mi-crosatellite instability). ಮುಂದುವರಿದ ಮತ್ತು ಮರುಕಳಿಸುವ ಎಂಡೋಮೆಟ್ರಿಯಲ್ ಕ್ಯಾನ್ಸರ್‌ನಲ್ಲಿ ಈ ಬಯೋಮಾರ್ಕರ್‌ನ ಉಪಸ್ಥಿತಿಯು ಇಮ್ಯುನೋಥೆರಪಿಯಂತಹ ಚಿಕಿತ್ಸೆಗಳು ಪರಿಣಾಮಕಾರಿಯಾಗಬಹುದು ಎಂಬುದನ್ನು ಸೂಚಿಸುತ್ತದೆ. ಕಿಮೋಥೆರಪಿಗಿಂತ ಭಿನ್ನವಾಗಿ, ಇಮ್ಯುನೋಥೆರಪಿ ಪರೋಕ್ಷವಾಗಿ ಕ್ಯಾನ್ಸರ್ ಕೋಶಗಳ ವಿರುದ್ಧ	[786, 962, 1048, 1235]
glaucoma-col3b: ಹೆಚ್ಚಿದ ಕಣ್ಣಿನ ಒತ್ತಡದ ಸಂಕೇತವಾಗಿದೆ ಎಂದು ಆರೋಗ್ಯ ತಜ್ಞರು ತಿಳಿಸುತ್ತಾರೆ.	[918, 1622, 1124, 1653]
glaucoma-col-4	[1136, 1660, 1338, 2014]
lead-intro	[48, 202, 838, 326]
lead-col3-sub1: ▶ ಉಪ್ಪಿನಕಾಯಿ, ಸಂಸ್ಕರಿಸಿದ, ಡಬ್ಬಿಯಲ್ಲಿಟ್ಟ ಆಹಾರ ತಪ್ಪಿಸಿ:	[563, 587, 776, 601]
vitamin-d-body-top	[38, 960, 490, 1340]
lead-col4-p2: ಆಲ್ಕೋಹಾಲ್, ಬಲವಾದ ಕಾಫಿ ಹಾಗೂ ಶಕ್ತಿ ಪಾನೀಯಗಳಂತಹ ಹೆಚ್ಚು ಕೆಫೀನ್ ಇರುವ ಪಾನೀಯಗಳು ವ್ಯಕ್ತಿಯ ರಕ್ತದೊತ್ತಡವನ್ನು ಹೆಚ್ಚಿಸಬಹುದು. ಆಲ್ಕೋಹಾಲ್ ಸೇವನೆಯು ಅಧಿಕ ರಕ್ತದೊತ್ತಡದ ದೀರ್ಘಾವಧಿಗೆ ಅಡ್ಡಿಪಡಿಸಬಹುದು, ತೂಕ ಹೆಚ್ಚಾಗಲು ಕಾರಣವಾಗಬಹುದು. ಹೆಚ್ಚು ಕೆಫೀನ್ ಸೇವಿಸುವುದರಿಂದ ಅಪಧಮನಿಗಳನ್ನು ತಾತ್ಕಾಲಿಕವಾಗಿ ಸಂಕುಚಿತಗೊಳಿಸಬಹುದು. ಇದು ರಕ್ತದೊತ್ತಡ ಹೆಚ್ಚಿಸಬಹುದು.	[830, 466, 1028, 618]
glaucoma-sub-g-text: ದೀರ್ಘಕಾಲದ ಕಾಯಿಲೆಗಳು:	[1147, 1716, 1249, 1730]
list-item: • ಒಂದು ಕಣ್ಣಿನಲ್ಲಿ ಹಠಾತ್ ತೀವ್ರ ನೋವು	[918, 1694, 1124, 1710]
issue-date: ಸೋಮವಾರ, ಅಕ್ಟೋಬರ್ 13, 2025	[268, 142, 446, 157]
knee-pain-photo	[38, 1342, 314, 1612]
vitamin-d-p1: ಮಾನ್ಯ ನೋವು, ತೀವ್ರ ಆಯಾಸ, ಆಗಾಗ್ಗೆ ಸೋಂಕುಗಳು ಹಾಗೂ ಕೂದಲು ಉದುರುವಿಕೆ ವಿಟಮಿನ್ ಡಿ ಕೊರತೆಯ ಲಕ್ಷಣಗಳು ಎಂದು ಆರೋಗ್ಯ ತಜ್ಞರು ಹೇಳುತ್ತಾರೆ. ದೇಶದಲ್ಲಿ ಸುಮಾರು ಶೇ.90ರಷ್ಟು ಮಹಿಳೆಯರು ವಿಟಮಿನ್ ಡಿ ಕೊರತೆಯಿಂದ ಬಳಲುತ್ತಿದ್ದಾರೆ ಎಂದು ಅನೇಕ ಅಧ್ಯಯನಗಳು ತಿಳಿಸಿವೆ. ಬಹುತೇಕರು ತಮ್ಮ ಕೆಲಸದ ಕಾರಣದಿಂದಾಗಿ ನೆರಳಿನಲ್ಲಿ ಕುಳಿತುಕೊಳ್ಳಬೇಕಾಗುತ್ತದೆ. ಮಾಸ್ಕ್ ಹಾಗೂ ಸ್ಕಾರ್ಫ್‌ಗಳಿಂದ ತಮ್ಮ ದೇಹವನ್ನು ಸಂಪೂರ್ಣವಾಗಿ ಮುಚ್ಚಿಕೊಳ್ಳುತ್ತಾರೆ. ಹೊರಗೆ ಹೋಗಬೇಕಾದಾಗ ಸಹ ತಮ್ಮ ಚರ್ಮವು ಕಪ್ಪಾಗುತ್ತದೆ ಎಂದು ಭಯಪಡುತ್ತಾರೆ. ಚರ್ಮದ ಮೇಲೆ ಸೂರ್ಯನ ಬೆಳಕು ನೇರವಾಗಿ ಬೀಳದೇ ಇರುವುದು ವಿಟಮಿನ್ ಡಿ ಕೊರತೆಗೆ ಮುಖ್ಯ ಕಾರಣ. ಜೊತೆಗೆ ಕಾರ್ಬೋಹೈಡ್ರೇಟ್ ಇರುವ ಹೆಚ್ಚಿನ ಆಹಾರವನ್ನು ಸೇವಿಸುವುದು ಹಾಗೂ ಕಡಿಮೆ ಮೀನು, ಮೊಟ್ಟೆಗಳು, ಬಲವರ್ಧಿತ ಆಹಾರಗಳನ್ನು ಸೇವಿಸುವುದು ಮತ್ತೊಂದು ಕಾರಣ.	[38, 962, 490, 1079]
glaucoma-sub-e: ▶ ಆನುವಂಶಿಕ ಇತಿಹಾಸ:	[918, 1853, 1010, 1867]
lead-col4-p3: 2014ರ ಅಧ್ಯಯನವು ನಿಯಮಿತ ಆಲ್ಕೋಹಾಲ್ ಸೇವನೆಯು ನರಗಳನ್ನು ಅತಿಯಾಗಿ ಉತ್ತೇಜಿಸುವ ಮೂಲಕ, ರಕ್ತನಾಳಗಳಿಗೆ ಹಾನಿ ಮಾಡುವ ಮೂಲಕ ಮತ್ತು ರಕ್ತದೊತ್ತಡವನ್ನು ನಿಯಂತ್ರಿಸುವ ಹಾರ್ಮೋನುಗಳ ಮೇಲೆ ಪರಿಣಾಮ ಬೀರುವ ಮೂಲಕ ರಕ್ತದೊತ್ತಡವನ್ನು ಹೆಚ್ಚಿಸುತ್ತದೆ ಎಂದು ತಿಳಿಸುತ್ತದೆ. ಅಧಿಕ ರಕ್ತದೊತ್ತಡವನ್ನು ನಿಯಂತ್ರಿಸಲು ಆಲ್ಕೋಹಾಲ್ ಮತ್ತು ಕೆಫೀನ್ ಸೇವನೆಯನ್ನು	[830, 623, 1028, 759]
glaucoma-col3e: ಸಮೀಪದೃಷ್ಟಿ ಇರುವ ಜನರು ತೆ- ರೆದ ಕೋನ ಗ್ಲುಕೋಮಾವನ್ನು	[918, 1931, 1124, 1962]
glaucoma-sub-f: ▶ ಕಣ್ಣಿನ ಸಮಸ್ಯೆಗಳು:	[918, 1911, 999, 1925]
endometrial-col-3: ಕಾರ್ಯನಿರ್ವಹಿಸುತ್ತದೆ. ಇದು ದೇಹದ ಸ್ವಂತ ಪ್ರತಿರಕ್ಷಣಾ ವ್ಯವಸ್ಥೆಯನ್ನು ಕ್ಯಾನ್ಸರ್ ಕೋಶಗಳನ್ನು ಗುರುತಿಸಲು ಮತ್ತು ದಾಳಿ ಮಾಡಲು ತರಬೇತಿ ನೀಡುತ್ತದೆ. ಕ್ಯಾನ್ಸರ್ ಹೇಗೆ ಬೆಳೆಯುತ್ತದೆ ಮತ್ತು ವಿಭಿನ್ನ ಚಿಕಿತ್ಸೆಗಳಿಗೆ ಅದು ಹೇಗೆ ಪ್ರತಿಕ್ರಿಯೆ ನೀಡಬಹುದು ಎಂಬುದನ್ನು ಅರ್ಥ ಮಾಡಿಕೊಳ್ಳಲು ಬಯೋಮಾರ್ಕರ್‌ಗಳು ವೈದ್ಯರಿಗೆ ಸಹಾಯ ಮಾಡುವುದರಿಂದ, ಈ ಮಾಹಿತಿಯು ಪ್ರತಿ ರೋಗಿಗೆ ವೈಯಕ್ತಿಕವಾಗಿ ಚಿಕಿತ್ಸೆಯನ್ನು ನೀಡಲು ಅನುವು ಮಾಡಿಕೊಡುತ್ತದೆ. ಈ ಕಾರಣದಿಂದಾಗಿಯೇ ಬಯೋಮಾರ್ಕರ್ ಪರೀಕ್ಷೆಯ ಪ್ರತ್ಯೇಕ ಕ್ಯಾನ್ಸರ್ ಆರೈಕೆಯ ಅವಿಭಾಜ್ಯ ಅಂಗವಾಗಿದೆ. ಯಾವ ಚಿಕಿತ್ಸೆಗಳು ಯಶಸ್ವಿಯಾಗಲು ಉತ್ತಮ ಅವಕಾಶವನ್ನು ಹೊಂದಿವೆ ಎಂಬುದನ್ನು ನಿರ್ಧರಿಸುವಲ್ಲಿ ಇದು ನೆರವಾಗುತ್ತದೆ. ಆದರೆ, ಈ ರೋಗಿಗೆ ನಿಖರವಾದ ಮಾಹಿತಿಯಾದ ಚಿಕಿತ್ಸೆಯಿಂದ ರಕ್ಷಿಸ ನೀಡುತ್ತದೆ. ಕ್ಯಾನ್ಸರ್ ಚಿಕಿತ್ಸೆಗಾಗಿ ಬಯೋಮಾರ್ಕರ್ ಪರೀಕ್ಷೆಯು ನಿಮ್ಮ ಆರೈಕೆಯ ಭಾಗವಾಗಬೇಕೇ? ಎಂಬುದರ ಬಗ್ಗೆ ನಿಮ್ಮ ತಜ್ಞ ವೈದ್ಯರಲ್ಲಿ ಸಮಾಲೋಚನೆ ನಡೆಸಿ.	[1066, 962, 1332, 1183]
glaucoma-sub-h: ▶ ಚಿಕಿತ್ಸೆ:	[1136, 1791, 1173, 1805]
endometrial-author: ಡಾ.ಸಾಯಿ ವಿವೇಕ್, ಕನ್ಸಲ್ಟೆಂಟ್-ಮೆಡಿಕಲ್ ಆಂಕಾಲಜಿ ಆಸ್ಟರ್, ಬೆಂಗಳೂರು	[1066, 1347, 1331, 1360]
vitamin-d-sub2-text: ವಿಟಮಿನ್ ಡಿ ಕೊರತೆ ನೀಗಿಸುವುದು ಹೇಗೆ	[49, 1195, 196, 1209]
lead-col1-sub1-text: ಸೋಡಿಯಂ ಹೆಚ್ಚಿರುವ ಸಂಸ್ಕರಿಸಿದ ಪ್ಯಾಕ್ ಮಾಡಿದ ಆಹಾರ ತಪ್ಪಿಸಿ:	[48, 427, 276, 457]
glaucoma-col1b: ಏನಿದು ಗ್ಲುಕೋಮಾ ಕಾಯಿಲೆ?: ಇದು ಅಪಾಯಕಾರಿ ಕಣ್ಣಿನ ಕಾಯಿಲೆಯಾಗಿದೆ. ಇದರ ಆರಂಭಿಕ ಲಕ್ಷಣಗಳು ಗೋಚರಿಸುವುದಿಲ್ಲ ಹಾಗೂ ಅನೇಕ ಸಂದರ್ಭಗಳಲ್ಲಿ ಈ ರೋಗವು ಮುಂದುವರಿದ ನಂತರವೇ ಬಹಿರಂಗಗೊಳ್ಳುತ್ತದೆ. ಸೈಲೆಂಟ್ ಆಗಿ ದೃಷ್ಟಿಯನ್ನು ಮಸುಕುಗೊಳಿಸುತ್ತ ಬರುತ್ತದೆ. ಕಣ್ಣಿನಲ್ಲಿ ಹೆಚ್ಚಿದ ಒತ್ತಡ ಉಂಟುಮಾಡುತ್ತದೆ. ಅದಕ್ಕಾಗಿಯೇ ಇದನ್ನು "ಕಣ್ಣಿನ ಸೈಲೆಂಟ್ ಕಿಲ್ಲರ್" ಎಂದು ಹೇಳಲಾಗುತ್ತದೆ.	[502, 1580, 698, 1716]
glaucoma-sub-c-text: ಸಂಶೋಧನೆ ತಿಳಿಸುವ ಪ್ರಕಾರ, ಕ್ರಮೇಣ ಹದಗೆಡುತ್ತಿರುವ ಲಕ್ಷಣಗಳೆಂದರೆ	[918, 1659, 1124, 1689]
glaucoma-col3c: ವಯಸ್ಸು: 40 ವರ್ಷ ಮತ್ತು ಅದಕ್ಕಿಂತ ಹೆಚ್ಚಿನ ವಯಸ್ಸಿನ ಜನರ ಮೇಲೆ ಪರಿಣಾಮ ಬೀರುತ್ತದೆ. ವಯಸ್ಸಿನೊಂದಿಗೆ ಅಪಾಯವು ಹೆಚ್ಚಾಗುತ್ತದೆ.	[918, 1798, 1124, 1847]
vitamin-d-p3: ಇದನ್ನು ವಿಟಮಿನ್ D ಆಗಿ ಪರಿವರ್ತಿಸಿ ದೇಹಕ್ಕೆ ಒದಗಿಸುತ್ತವೆ. ಅಧ್ಯಯನವು ವಿಟಮಿನ್ ಡಿ ದೇಹವು ಆಹಾರದಿಂದ ಕ್ಯಾಲ್ಸಿಯಂ ಮತ್ತು ರಂಜಕವನ್ನು ಹೀರಿಕೊಳ್ಳಲು ಮತ್ತು ಮೂಳೆಗಳನ್ನು ಅಭಿವೃದ್ಧಿಪಡಿಸಲು ಸಹಾಯ ಮಾಡುತ್ತದೆ ಎಂದು ತಿಳಿಸುತ್ತದೆ. ವಿಶ್ವ ಆರೋಗ್ಯ ಸಂಸ್ಥೆ ಪ್ರಕಾರ, ವಾರಕ್ಕೆ 2ರಿಂದ 3 ಬಾರಿ 5 ರಿಂದ 15 ನಿಮಿಷಗಳ ಕಾಲ ಸೂರ್ಯನ ಬೆಳಕನ್ನು ಪಡೆಯಬೇಕೆಂದು ಶಿಫಾರಸು ಮಾಡಿದೆ. ಬೆಳಗ್ಗೆ ಹಾಗೂ ಸಂಜೆ ಸೂರ್ಯನ ಬೆಳಕು ಪಡೆಯುವುದರಿಂದ ವಿಟಮಿನ್ ಡಿ ಪಡೆಯಲು ಹೆಚ್ಚು ಉಪಯುಕ್ತ. ವಿಶೇಷವಾಗಿ ಈ ಸಮಯದಲ್ಲಿ ಸೂರ್ಯ 45 ಡಿಗ್ರಿ ಕೋನದಲ್ಲಿ ಇರುವುದರಿಂದ ಭೂಮಿಯ ವಾತಾವರಣವು UV ಕಿರಣಗಳನ್ನು ನಿರ್ಬಂಧಿಸುತ್ತದೆ. ನ್ಯಾಷನಲ್ ಲೈಬ್ರರಿ ಆಫ್ ಮೆಡಿಸಿನ್ ಅಧ್ಯಯನವು ಸೂರ್ಯನಿಂದ ಸಾಧ್ಯವಾದ ವಿಟಮಿನ್ ಡಿ ಪೂರೈಕೆಯನ್ನು ಪಡೆಯಲು ಸೂರ್ಯನ ಬೆಳಕಿಗೆ ಉತ್ತಮ ಸಮಯ ಮಧ್ಯಾಹ್ನ ಎಂದು ಹೇಳುತ್ತದೆ. ಸೂರ್ಯನ ಬೆಳಕಿಗೆ ಹೆಚ್ಚು ಹೊತ್ತು ಒಡ್ಡಿಕೊಳ್ಳುವುದು ಅಪಾಯಕಾರಿ ಮತ್ತು ಚರ್ಮದ ಕ್ಯಾನ್ಸರ್ ಮತ್ತು ರೆಟಿನಾ ಹಾನಿ ಸಂಭವಿಸಬಹುದು ಎಂದು ಎಚ್ಚರಿಸಲಾಗಿದೆ. ಬಿಸಿಲಿನಲ್ಲಿ ಹೊರಗಡೆ ಹೋಗುವಾಗ ಹೆಚ್ಚು SPF ಹೊಂದಿರುವ ಸನ್‌ಸ್ಕ್ರೀನ್, ಕೂಲಿಂಗ್ ಗ್ಲಾಸ್‌ಗಳು ಮತ್ತು ಹಗುರವಾದ ಬಟ್ಟೆಗಳನ್ನು ಧರಿಸಲು ಶಿಫಾರಸು ಮಾಡಲಾಗಿದೆ. ಪ್ರತಿಯೊಬ್ಬರೂ ಬಿಸಿಲಿನಲ್ಲಿ ಸಮಯ ಕಳೆಯಲು ಸಾಧ್ಯವಿಲ್ಲ ಹಾಗೂ ಅಂತಹ ಜನರು ಆಹಾರದ ಮೂಲಕ ವಿಟಮಿನ್ ಡಿ ಸಮಸ್ಯೆಯನ್ನು ನಿವಾರಿಸಲು ಸಲಹೆ ನೀಡಲಾಗುತ್ತದೆ. ಮೆಡ್‌ಲೈನ್‌ಪ್ಲಸ್ ಅಧ್ಯಯನದ ಪ್ರಕಾರ, ಸಾಲ್ಮನ್, ಟ್ಯೂನ ಮತ್ತು ಮ್ಯಾಕೆರೆಲ್‌ನಂತಹ ಕೊಬ್ಬಿನ ಮೀನುಗಳು ವಿಟಮಿನ್ ಡಿ ಯ ಉತ್ತಮ ಮೂಲಗಳಾಗಿವೆ. ಇವುಗಳ ಜೊತೆಗೆ ಆಹಾರದಲ್ಲಿ ಮೊಟ್ಟೆ, ಹಾಲು ಮತ್ತು ಅಣಬೆಗಳನ್ನು ಸೇವಿಸಲು ಹಾಗೂ ವೈದ್ಯರು ಸಲಹೆ ನೀಡಿದರೆ ಪೂರಕ ಆಹಾರಗಳನ್ನು ತೆಗೆದುಕೊಳ್ಳಲೂ ಶಿಫಾರಸು ಮಾಡಲಾಗಿದೆ.	[38, 1616, 490, 1854]
column-divider	[496, 910, 498, 2014]
glaucoma-col-1	[502, 1404, 698, 2014]
lead-col3-sub1-text: ಉಪ್ಪಿನಕಾಯಿ, ಸಂಸ್ಕರಿಸಿದ, ಡಬ್ಬಿಯಲ್ಲಿಟ್ಟ ಆಹಾರ ತಪ್ಪಿಸಿ:	[574, 587, 776, 601]
endometrial-col-1	[510, 960, 758, 1380]
lead-col2-sub1: ▶ ಸಕ್ಕರೆ ಪಾನೀಯಗಳು, ಸೇರಿಸಿದ ಸಕ್ಕರೆ ತಪ್ಪಿಸಿ	[305, 392, 471, 406]
glaucoma-sub-a-text: ಬಾಹ್ಯ ದೃಷ್ಟಿ ನಷ್ಟ:	[719, 1676, 786, 1690]
list-item: • ಕಡಿಮೆಯಾದ ಅಥವಾ ಮಸುಕಾದ ದೃಷ್ಟಿ	[918, 1710, 1124, 1726]
section-divider	[38, 900, 1338, 904]
lead-col-4	[826, 408, 1032, 896]
list-item: • ಕಣ್ಣಿನ ಉಬ್ಬುವಿಕೆಯ ಭಾವನೆ	[918, 1758, 1124, 1774]
glaucoma-sub-a: ▶ ಬಾಹ್ಯ ದೃಷ್ಟಿ ನಷ್ಟ:	[708, 1676, 786, 1690]
glaucoma-col2d: ಕೆಲವು ಜನರು ಸಾಂದರ್ಭಿಕವಾಗಿ ಮಸುಕಾದ ಅಥವಾ ಮಂದ ದೃಷ್ಟಿ ಯನ್ನು ಅನುಭವಿಸಬಹುದು, ಇದು	[708, 1875, 904, 1906]
